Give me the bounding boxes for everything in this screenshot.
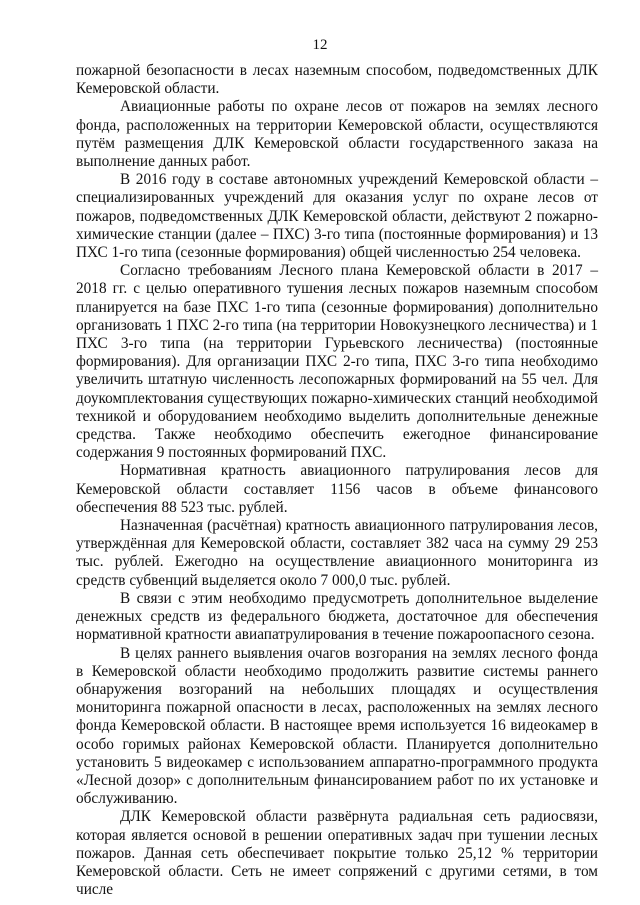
paragraph: В связи с этим необходимо предусмотреть дополнительное выделение денежных средств из федерального бюджета, достаточное для обеспечения нормативной кратности авиапатрулирования в течение пожароопасного сезона. <box>76 589 598 644</box>
document-body <box>76 62 598 899</box>
paragraph: Нормативная кратность авиационного патрулирования лесов для Кемеровской области составляет 1156 часов в объеме финансового обеспечения 88 523 тыс. рублей. <box>76 462 598 516</box>
paragraph: Авиационные работы по охране лесов от пожаров на землях лесного фонда, расположенных на территории Кемеровской области, осуществляются путём размещения ДЛК Кемеровской области государственного заказа на выполнение данных работ. <box>76 98 598 171</box>
paragraph: В целях раннего выявления очагов возгорания на землях лесного фонда в Кемеровской области необходимо продолжить развитие системы раннего обнаружения возгораний на небольших площадях и осуществления мониторинга пожарной опасности в лесах, расположенных на землях лесного фонда Кемеровской области. В настоящее время используется 16 видеокамер в особо горимых районах Кемеровской области. Планируется дополнительно установить 5 видеокамер с использованием аппаратно-программного продукта «Лесной дозор» с дополнительным финансированием работ по их установке и обслуживанию. <box>76 644 598 808</box>
page-number: 12 <box>312 37 328 53</box>
paragraph: Согласно требованиям Лесного плана Кемеровской области в 2017 – 2018 гг. с целью оперативного тушения лесных пожаров наземным способом планируется на базе ПХС 1-го типа (сезонные формирования) дополнительно организовать 1 ПХС 2-го типа (на территории Новокузнецкого лесничества) и 1 ПХС 3-го типа (на территории Гурьевского лесничества) (постоянные формирования). Для организации ПХС 2-го типа, ПХС 3-го типа необходимо увеличить штатную численность лесопожарных формирований на 55 чел. Для доукомплектования существующих пожарно-химических станций необходимой техникой и оборудованием необходимо выделить дополнительные денежные средства. Также необходимо обеспечить ежегодное финансирование содержания 9 постоянных формирований ПХС. <box>76 262 598 462</box>
paragraph: ДЛК Кемеровской области развёрнута радиальная сеть радиосвязи, которая является основой в решении оперативных задач при тушении лесных пожаров. Данная сеть обеспечивает покрытие только 25,12 % территории Кемеровской области. Сеть не имеет сопряжений с другими сетями, в том числе <box>76 808 598 899</box>
paragraph: Назначенная (расчётная) кратность авиационного патрулирования лесов, утверждённая для Кемеровской области, составляет 382 часа на сумму 29 253 тыс. рублей. Ежегодно на осуществление авиационного мониторинга из средств субвенций выделяется около 7 000,0 тыс. рублей. <box>76 517 598 589</box>
paragraph: пожарной безопасности в лесах наземным способом, подведомственных ДЛК Кемеровской области. <box>76 62 598 98</box>
paragraph: В 2016 году в составе автономных учреждений Кемеровской области – специализированных учреждений для оказания услуг по охране лесов от пожаров, подведомственных ДЛК Кемеровской области, действуют 2 пожарно-химические станции (далее – ПХС) 3-го типа (постоянные формирования) и 13 ПХС 1-го типа (сезонные формирования) общей численностью 254 человека. <box>76 171 598 262</box>
